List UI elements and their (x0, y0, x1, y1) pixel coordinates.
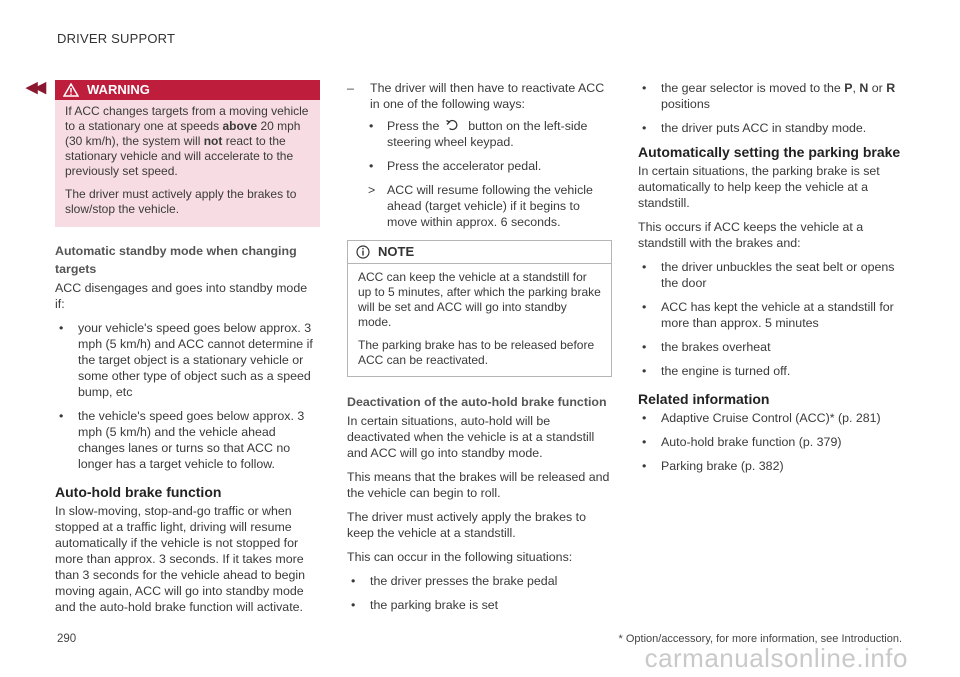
list-item: • your vehicle's speed goes below approx. 3 mph (5 km/h) and ACC cannot determine if the target object is a stationary vehicle or some other type of object such as a speed bump, etc (59, 321, 313, 399)
list-item: • the brakes overheat (642, 340, 771, 354)
note-paragraph-2: The parking brake has to be released before ACC can be reactivated. (358, 338, 595, 367)
list-item: • Press the accelerator pedal. (369, 159, 542, 173)
warning-triangle-icon (63, 83, 79, 97)
related-link[interactable]: • Adaptive Cruise Control (ACC)* (p. 281) (642, 411, 881, 425)
list-item: • the engine is turned off. (642, 364, 791, 378)
note-title: NOTE (378, 244, 415, 259)
situations-list (347, 573, 612, 613)
list-item: • the driver unbuckles the seat belt or opens the door (642, 260, 895, 290)
note-box (347, 240, 612, 377)
heading-standby: Automatic standby mode when changing targets (55, 244, 297, 276)
column-2 (347, 80, 612, 621)
warning-title: WARNING (87, 82, 150, 97)
step-dash: – The driver will then have to reactivate ACC in one of the following ways: (347, 81, 605, 111)
page-number: 290 (57, 633, 77, 645)
column-3 (638, 80, 908, 482)
standby-intro: ACC disengages and goes into standby mode if: (55, 281, 308, 311)
column-1 (55, 80, 320, 623)
warning-body (55, 100, 320, 227)
list-item: • the gear selector is moved to the P, N or R positions (642, 81, 896, 111)
resume-button-icon (443, 119, 465, 131)
list-item: • Press the button on the left-side steering wheel keypad. (369, 119, 588, 149)
warning-header (55, 80, 320, 100)
deactivation-paragraph-4: This can occur in the following situations: (347, 550, 573, 564)
related-link[interactable]: • Parking brake (p. 382) (642, 459, 784, 473)
warning-box (55, 80, 320, 227)
note-paragraph-1: ACC can keep the vehicle at a standstill for up to 5 minutes, after which the parking brake will be set and ACC will go into standby mode. (358, 270, 601, 329)
heading-related-information: Related information (638, 391, 770, 407)
note-body (348, 264, 611, 376)
list-item: • the driver presses the brake pedal (351, 574, 558, 588)
continuation-arrow-icon: ◀◀ (26, 79, 44, 96)
list-item: • ACC has kept the vehicle at a standstill for more than approx. 5 minutes (642, 300, 894, 330)
deactivation-paragraph-1: In certain situations, auto-hold will be deactivated when the vehicle is at a standstill and ACC will go into standby mode. (347, 414, 595, 460)
autohold-paragraph: In slow-moving, stop-and-go traffic or when stopped at a traffic light, driving will resume automatically if the vehicle is not stopped for more than approx. 3 seconds. If it takes more than 3 seconds for the vehicle ahead to begin moving again, ACC will go into standby mode and the auto-hold brake function will activate. (55, 504, 306, 614)
parking-paragraph-2: This occurs if ACC keeps the vehicle at a standstill with the brakes and: (638, 220, 864, 250)
heading-deactivation: Deactivation of the auto-hold brake function (347, 395, 607, 409)
deactivation-paragraph-3: The driver must actively apply the brakes to keep the vehicle at a standstill. (347, 510, 586, 540)
parking-list (638, 259, 908, 379)
deactivation-paragraph-2: This means that the brakes will be released and the vehicle can begin to roll. (347, 470, 610, 500)
heading-autohold: Auto-hold brake function (55, 484, 222, 500)
standby-list (55, 320, 320, 472)
note-header (348, 241, 611, 264)
warning-paragraph-1: If ACC changes targets from a moving vehicle to a stationary one at speeds above 20 mph (30 km/h), the system will not react to the stationary vehicle and will accelerate to the previously set speed. (65, 104, 309, 178)
heading-parking-brake: Automatically setting the parking brake (638, 144, 901, 160)
situations-list-continued (638, 80, 908, 136)
info-circle-icon (356, 245, 370, 259)
list-item: • the parking brake is set (351, 598, 499, 612)
result-item: > ACC will resume following the vehicle ahead (target vehicle) if it begins to move within approx. 6 seconds. (368, 183, 593, 229)
watermark: carmanualsonline.info (644, 643, 908, 673)
warning-paragraph-2: The driver must actively apply the brakes to slow/stop the vehicle. (65, 187, 297, 216)
parking-paragraph-1: In certain situations, the parking brake is set automatically to help keep the vehicle at a standstill. (638, 164, 880, 210)
related-list (638, 410, 908, 474)
section-header: DRIVER SUPPORT (57, 31, 176, 46)
footnote: * Option/accessory, for more information, see Introduction. (618, 633, 902, 645)
list-item: • the vehicle's speed goes below approx. 3 mph (5 km/h) and the vehicle ahead changes lanes or turns so that ACC no longer has a target vehicle to follow. (59, 409, 305, 471)
list-item: • the driver puts ACC in standby mode. (642, 121, 867, 135)
related-link[interactable]: • Auto-hold brake function (p. 379) (642, 435, 842, 449)
